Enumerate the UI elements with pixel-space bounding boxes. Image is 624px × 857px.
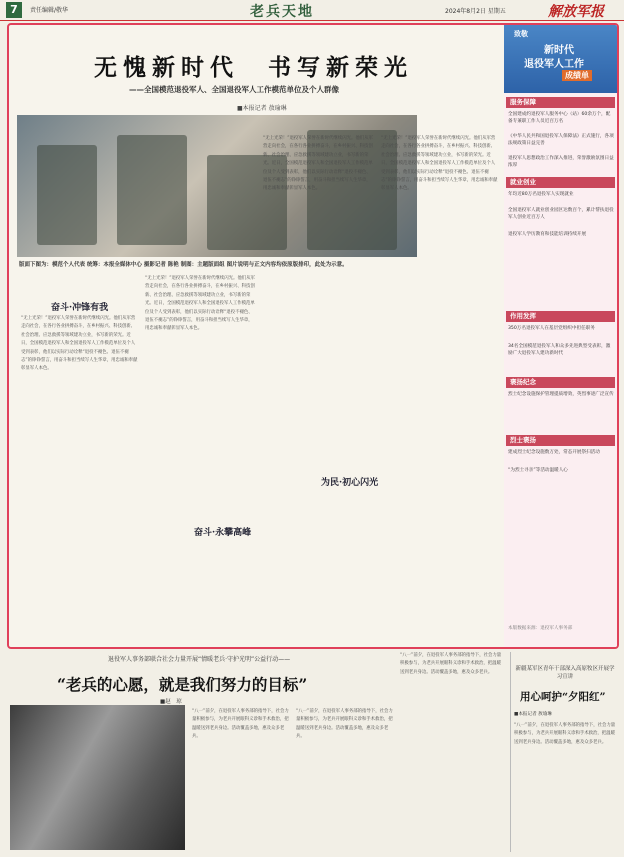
feature-headline: 无愧新时代 书写新荣光 [94, 54, 413, 81]
sidebar-item: 烈士纪念设施保护管理提质增效，英烈事迹广泛宣传 [508, 392, 614, 397]
sidebar-title-2: 退役军人工作 [524, 59, 584, 70]
page-number: 7 [6, 2, 22, 18]
subhead-1: 奋斗·冲锋有我 [51, 303, 109, 313]
sidebar-section-2: 就业创业 [506, 177, 615, 188]
bottom-left-body-1: “八一”前夕，在退役军人事务部的指导下，社会力量积极参与，为老兵开展眼科义诊和手术救治，把温暖送到老兵身边。活动覆盖多地，惠及众多老兵。 [192, 709, 289, 740]
bottom-left-byline: ■赵 琼 [160, 699, 182, 705]
bottom-left-body-2: “八一”前夕，在退役军人事务部的指导下，社会力量积极参与，为老兵开展眼科义诊和手术救治，把温暖送到老兵身边。活动覆盖多地，惠及众多老兵。 [296, 709, 393, 740]
sidebar-item: 全国建成约退役军人服务中心（站）60余万个，配备专兼职工作人员近百万名 [508, 112, 611, 125]
bottom-left-body-3: “八一”前夕，在退役军人事务部的指导下，社会力量积极参与，为老兵开展眼科义诊和手术救治，把温暖送到老兵身边。活动覆盖多地，惠及众多老兵。 [400, 653, 502, 675]
sidebar-item: 建成烈士纪念设施数万处，常态开展祭扫活动 [508, 450, 600, 455]
feature-subheadline: ——全国模范退役军人、全国退役军人工作模范单位及个人群像 [129, 85, 339, 94]
sidebar-title-1: 新时代 [544, 45, 574, 56]
sidebar-section-5: 烈士褒扬 [506, 435, 615, 446]
bottom-left-kicker: 退役军人事务部联合社会力量开展“情暖老兵·守护光明”公益行动—— [108, 656, 291, 663]
bottom-right-headline: 用心呵护“夕阳红” [520, 691, 606, 703]
photo-caption: 版面下图为：模范个人代表 统筹：本报全媒体中心 摄影记者 陈艳 制图：主题版面组 图片说明与正文内容均依原版排印，此处为示意。 [19, 262, 348, 268]
sidebar-section-4: 褒扬纪念 [506, 377, 615, 388]
sidebar-item: 350万名退役军人在基层党组织中担任职务 [508, 326, 595, 331]
sidebar-item: 年均近80万名退役军人实现就业 [508, 192, 574, 197]
body-column-2: “无上光荣！”退役军人荣誉在新时代继续闪光。他们从军营走向社会，在各行各业拼搏奋斗，在乡村振兴、科技创新、社会治理、应急救援等领域建功立业，书写新的荣光。近日，全国模范退役军人和全国退役军人工作模范单位及个人受到表彰，他们以实际行动诠释“退役不褪色、退伍不褪志”的铮铮誓言，用奋斗和担当续写人生华章，用忠诚和奉献彰显军人本色。 [145, 276, 255, 332]
editor-line: 责任编辑/敬华 [30, 7, 69, 14]
sidebar-title-3: 成绩单 [562, 70, 592, 81]
sidebar-item: 34名全国模范退役军人和众多先进典型受表彰，激励广大退役军人建功新时代 [508, 344, 611, 357]
sidebar-item: 退役军人思想政治工作深入推进，荣誉激励氛围日益浓厚 [508, 156, 614, 169]
bottom-right-body: “八一”前夕，在退役军人事务部的指导下，社会力量积极参与，为老兵开展眼科义诊和手术救治，把温暖送到老兵身边。活动覆盖多地，惠及众多老兵。 [514, 723, 616, 745]
masthead [0, 0, 624, 21]
newspaper-logo: 解放军报 [548, 4, 604, 20]
sidebar-item: 全国退役军人就业创业园区达数百个，累计帮扶退役军人创业近百万人 [508, 208, 614, 221]
bottom-left-photo [10, 705, 185, 850]
sidebar-section-3: 作用发挥 [506, 311, 615, 322]
subhead-2: 为民·初心闪光 [321, 478, 379, 488]
feature-frame [7, 23, 619, 649]
sidebar-badge: 致敬 [514, 30, 528, 38]
sidebar-section-1: 服务保障 [506, 97, 615, 108]
bottom-right-byline: ■本报记者 敖瑜琳 [514, 712, 552, 717]
section-title: 老兵天地 [250, 4, 314, 20]
body-column-3: “无上光荣！”退役军人荣誉在新时代继续闪光。他们从军营走向社会，在各行各业拼搏奋斗，在乡村振兴、科技创新、社会治理、应急救援等领域建功立业，书写新的荣光。近日，全国模范退役军人和全国退役军人工作模范单位及个人受到表彰，他们以实际行动诠释“退役不褪色、退伍不褪志”的铮铮誓言，用奋斗和担当续写人生华章，用忠诚和奉献彰显军人本色。 [263, 136, 373, 192]
body-column-4: “无上光荣！”退役军人荣誉在新时代继续闪光。他们从军营走向社会，在各行各业拼搏奋斗，在乡村振兴、科技创新、社会治理、应急救援等领域建功立业，书写新的荣光。近日，全国模范退役军人和全国退役军人工作模范单位及个人受到表彰，他们以实际行动诠释“退役不褪色、退伍不褪志”的铮铮誓言，用奋斗和担当续写人生华章，用忠诚和奉献彰显军人本色。 [381, 136, 498, 192]
feature-byline: ■本报记者 敖瑜琳 [237, 105, 287, 112]
subhead-3: 奋斗·永攀高峰 [194, 528, 252, 538]
sidebar-item: 《中华人民共和国退役军人保障法》正式施行，各项法规政策日益完善 [508, 134, 614, 147]
bottom-right-kicker: 新疆某军区青年干部深入高原牧区开展学习宣讲 [515, 666, 615, 680]
issue-date: 2024年8月2日 星期五 [445, 8, 506, 15]
bottom-left-headline: “老兵的心愿，就是我们努力的目标” [57, 675, 308, 694]
sidebar-footer: 本版数据来源：退役军人事务部 [508, 626, 573, 631]
body-column-1: “无上光荣！”退役军人荣誉在新时代继续闪光。他们从军营走向社会，在各行各业拼搏奋斗，在乡村振兴、科技创新、社会治理、应急救援等领域建功立业，书写新的荣光。近日，全国模范退役军人和全国退役军人工作模范单位及个人受到表彰，他们以实际行动诠释“退役不褪色、退伍不褪志”的铮铮誓言，用奋斗和担当续写人生华章，用忠诚和奉献彰显军人本色。 [21, 316, 138, 372]
sidebar-item: 退役军人学历教育和技能培训持续开展 [508, 232, 587, 237]
sidebar-item: “为烈士寻亲”等活动温暖人心 [508, 468, 568, 473]
